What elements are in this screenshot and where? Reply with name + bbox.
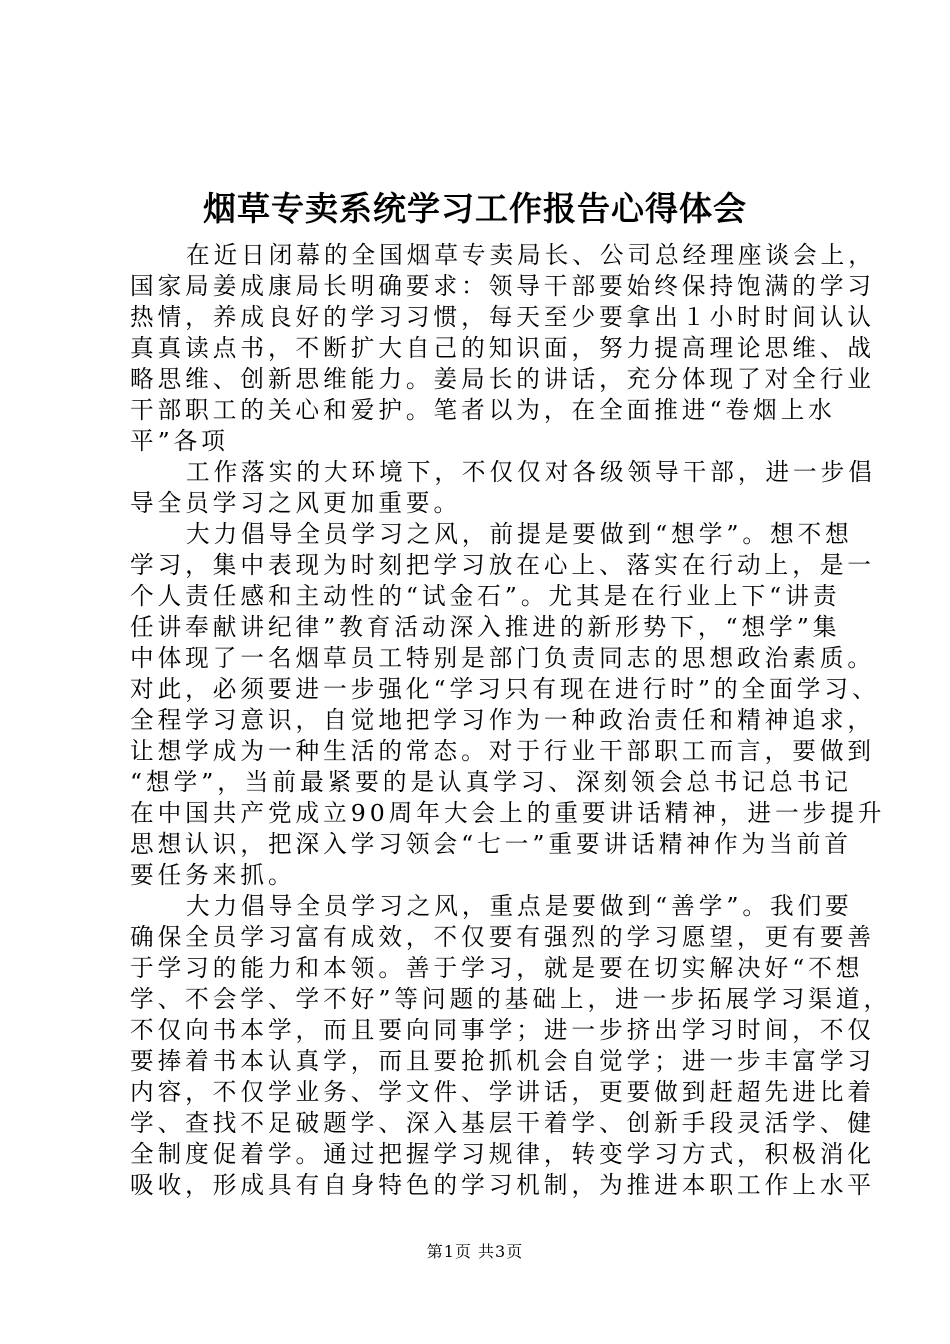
text-line: 热情，养成良好的学习习惯，每天至少要拿出１小时时间认认 <box>130 303 876 331</box>
text-line: 任讲奉献讲纪律”教育活动深入推进的新形势下，“想学”集 <box>130 613 841 641</box>
text-line: 平”各项 <box>130 427 229 455</box>
document-body <box>130 240 892 1201</box>
document-title: 烟草专卖系统学习工作报告心得体会 <box>203 189 747 228</box>
text-line: 个人责任感和主动性的“试金石”。尤其是在行业上下“讲责 <box>130 582 841 610</box>
text-line: 学习，集中表现为时刻把学习放在心上、落实在行动上，是一 <box>130 551 876 579</box>
text-line: 在近日闭幕的全国烟草专卖局长、公司总经理座谈会上， <box>186 241 876 269</box>
text-line: “想学”，当前最紧要的是认真学习、深刻领会总书记总书记 <box>130 768 852 796</box>
text-line: 内容，不仅学业务、学文件、学讲话，更要做到赶超先进比着 <box>130 1078 876 1106</box>
text-line: 导全员学习之风更加重要。 <box>130 489 462 517</box>
paragraph-1 <box>130 240 876 457</box>
text-line: 真真读点书，不断扩大自己的知识面，努力提高理论思维、战 <box>130 334 876 362</box>
text-line: 大力倡导全员学习之风，前提是要做到“想学”。想不想 <box>186 520 853 548</box>
text-line: 让想学成为一种生活的常态。对于行业干部职工而言，要做到 <box>130 737 876 765</box>
page-number-footer: 第1页 共3页 <box>426 1242 524 1261</box>
text-line: 学、不会学、学不好”等问题的基础上，进一步拓展学习渠道， <box>130 985 892 1013</box>
text-line: 全制度促着学。通过把握学习规律，转变学习方式，积极消化 <box>130 1140 876 1168</box>
paragraph-4 <box>130 891 892 1201</box>
text-line: 要捧着书本认真学，而且要抢抓机会自觉学；进一步丰富学习 <box>130 1047 876 1075</box>
paragraph-2 <box>130 457 876 519</box>
text-line: 确保全员学习富有成效，不仅要有强烈的学习愿望，更有要善 <box>130 923 876 951</box>
text-line: 吸收，形成具有自身特色的学习机制，为推进本职工作上水平 <box>130 1171 876 1199</box>
text-line: 不仅向书本学，而且要向同事学；进一步挤出学习时间，不仅 <box>130 1016 876 1044</box>
text-line: 工作落实的大环境下，不仅仅对各级领导干部，进一步倡 <box>186 458 876 486</box>
text-line: 在中国共产党成立90周年大会上的重要讲话精神，进一步提升 <box>130 799 886 827</box>
text-line: 国家局姜成康局长明确要求：领导干部要始终保持饱满的学习 <box>130 272 876 300</box>
text-line: 大力倡导全员学习之风，重点是要做到“善学”。我们要 <box>186 892 853 920</box>
text-line: 对此，必须要进一步强化“学习只有现在进行时”的全面学习、 <box>130 675 880 703</box>
text-line: 于学习的能力和本领。善于学习，就是要在切实解决好“不想 <box>130 954 864 982</box>
text-line: 略思维、创新思维能力。姜局长的讲话，充分体现了对全行业 <box>130 365 876 393</box>
text-line: 全程学习意识，自觉地把学习作为一种政治责任和精神追求， <box>130 706 876 734</box>
text-line: 干部职工的关心和爱护。笔者以为，在全面推进“卷烟上水 <box>130 396 836 424</box>
text-line: 学、查找不足破题学、深入基层干着学、创新手段灵活学、健 <box>130 1109 876 1137</box>
text-line: 思想认识，把深入学习领会“七一”重要讲话精神作为当前首 <box>130 830 852 858</box>
text-line: 要任务来抓。 <box>130 861 296 889</box>
paragraph-3 <box>130 519 886 891</box>
text-line: 中体现了一名烟草员工特别是部门负责同志的思想政治素质。 <box>130 644 876 672</box>
